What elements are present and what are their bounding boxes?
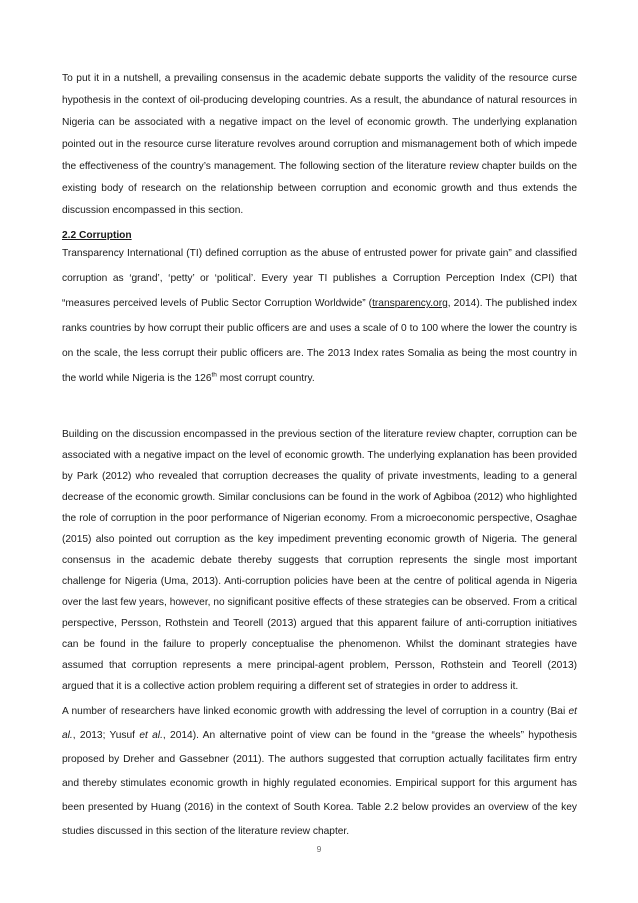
paragraph-resource-curse-summary: To put it in a nutshell, a prevailing consensus in the academic debate supports the validity of the resource curse hypothesis in the context of oil-producing developing countries. As a result, the abundance of natural resources in Nigeria can be associated with a negative impact on the level of economic growth. The underlying explanation pointed out in the resource curse literature revolves around corruption and mismanagement both of which impede the effectiveness of the country’s management. The following section of the literature review chapter builds on the existing body of research on the relationship between corruption and economic growth and thus extends the discussion encompassed in this section. xyxy=(62,73,577,216)
p2-text-a: Transparency International (TI) defined corruption as the abuse of entrusted power for private gain” and classified corruption as ‘grand’, ‘petty’ or ‘political’. Every year TI publishes a Corruption Perception Index (CPI) that “measures perceived levels of Public Sector Corruption Worldwide” ( xyxy=(62,248,577,309)
p4-etal-1: et al. xyxy=(62,706,577,741)
paragraph-ti-definition xyxy=(62,241,577,391)
p4-text-c: , 2014). An alternative point of view can be found in the “grease the wheels” hypothesis proposed by Dreher and Gassebner (2011). The authors suggested that corruption actually facilitates firm entry and thereby stimulates economic growth in highly regulated economies. Empirical support for this argument has been presented by Huang (2016) in the context of South Korea. Table 2.2 below provides an overview of the key studies discussed in this section of the literature review chapter. xyxy=(62,730,577,837)
p2-text-c: most corrupt country. xyxy=(216,373,315,384)
transparency-link[interactable]: transparency.org xyxy=(372,298,448,309)
ordinal-superscript: th xyxy=(211,371,217,379)
paragraph-grease-the-wheels xyxy=(62,700,577,844)
p4-text-b: , 2013; Yusuf xyxy=(72,730,140,741)
p4-text-a: A number of researchers have linked economic growth with addressing the level of corruption in a country (Bai xyxy=(62,706,569,717)
page-number: 9 xyxy=(316,844,322,854)
p4-etal-2: et al. xyxy=(139,730,163,741)
paragraph-corruption-growth: Building on the discussion encompassed in the previous section of the literature review chapter, corruption can be associated with a negative impact on the level of economic growth. The underlying explanation has been provided by Park (2012) who revealed that corruption decreases the quality of private investments, leading to a general decrease of the economic growth. Similar conclusions can be found in the work of Agbiboa (2012) who highlighted the role of corruption in the poor performance of Nigerian economy. From a microeconomic perspective, Osaghae (2015) also pointed out corruption as the key impediment preventing economic growth of Nigeria. The general consensus in the academic debate thereby suggests that corruption represents the single most important challenge for Nigeria (Uma, 2013). Anti-corruption policies have been at the centre of political agenda in Nigeria over the last few years, however, no significant positive effects of these strategies can be observed. From a critical perspective, Persson, Rothstein and Teorell (2013) argued that this apparent failure of anti-corruption initiatives can be found in the failure to properly conceptualise the phenomenon. Whilst the dominant strategies have assumed that corruption represents a mere principal-agent problem, Persson, Rothstein and Teorell (2013) argued that it is a collective action problem requiring a different set of strategies in order to address it. xyxy=(62,429,577,692)
p2-text-b: , 2014). The published index ranks countries by how corrupt their public officers are and uses a scale of 0 to 100 where the lower the country is on the scale, the less corrupt their public officers are. The 2013 Index rates Somalia as being the most country in the world while Nigeria is the 126 xyxy=(62,298,577,384)
section-heading-corruption: 2.2 Corruption xyxy=(62,230,132,241)
